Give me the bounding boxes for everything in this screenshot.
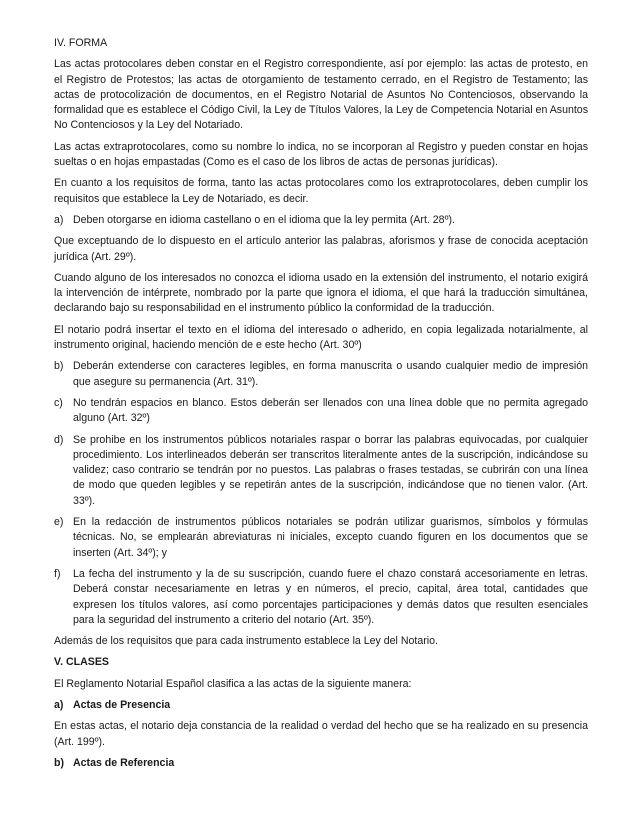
- list-marker: d): [54, 433, 64, 446]
- list-marker: a): [54, 213, 64, 226]
- list-item-text: La fecha del instrumento y la de su suscripción, cuando fuere el chazo constará accesoriamente en letras. Deberá constar necesariamente en letras y en números, el precio, capital, área total, cantidades que expresen los títulos valores, así como porcentajes participaciones y demás datos que resulten esenciales para la seguridad del instrumento a criterio del notario (Art. 35º).: [73, 567, 588, 626]
- subheading-marker: a): [54, 698, 64, 711]
- paragraph-actas-extraprotocolares: Las actas extraprotocolares, como su nombre lo indica, no se incorporan al Registro y pueden constar en hojas sueltas o en hojas empastadas (Como es el caso de los libros de actas de personas jurídicas).: [54, 140, 588, 169]
- list-item: [54, 567, 588, 628]
- paragraph-reglamento: El Reglamento Notarial Español clasifica a las actas de la siguiente manera:: [54, 677, 412, 690]
- paragraph-requisitos-forma: En cuanto a los requisitos de forma, tanto las actas protocolares como los extraprotocolares, deben cumplir los requisitos que establece la Ley de Notariado, es decir.: [54, 177, 588, 205]
- subheading-label: Actas de Presencia: [73, 698, 171, 711]
- list-marker: f): [54, 567, 61, 580]
- list-item-text: No tendrán espacios en blanco. Estos deberán ser llenados con una línea doble que no permita agregado alguno (Art. 32º): [73, 396, 588, 425]
- list-item-text: Deben otorgarse en idioma castellano o en el idioma que la ley permita (Art. 28º).: [73, 213, 455, 226]
- list-item: [54, 396, 588, 427]
- list-item-text: En la redacción de instrumentos públicos notariales se podrán utilizar guarismos, símbolos y fórmulas técnicas. No, se emplearán abreviaturas ni iniciales, excepto cuando figuren en los documentos que se inserten (Art. 34º); y: [73, 516, 588, 559]
- list-item: [54, 213, 588, 228]
- section-heading-forma: IV. FORMA: [54, 37, 108, 49]
- list-item-text: Se prohibe en los instrumentos públicos notariales raspar o borrar las palabras equivocadas, por cualquier procedimiento. Los interlineados deberán ser transcritos literalmente antes de la suscripción, indicándose su validez; caso contrario se tendrán por no puestos. Las palabras o frases testadas, se cubrirán con una línea de modo que queden legibles y se repetirán antes de la suscripción, indicándose que no tienen valor. (Art. 33º).: [73, 433, 588, 507]
- list-marker: e): [54, 516, 64, 529]
- list-item: [54, 515, 588, 561]
- list-marker: c): [54, 396, 63, 409]
- list-item: [54, 359, 588, 390]
- section-heading-clases: V. CLASES: [54, 656, 109, 669]
- paragraph-interprete: Cuando alguno de los interesados no conozca el idioma usado en la extensión del instrumento, el notario exigirá la intervención de intérprete, nombrado por la parte que ignora el idioma, el que hará la traducción simultánea, declarando bajo su responsabilidad en el instrumento público la conformidad de la traducción.: [54, 271, 588, 315]
- subheading-actas-referencia: [54, 756, 588, 771]
- paragraph-actas-protocolares: Las actas protocolares deben constar en el Registro correspondiente, así por ejemplo: las actas de protesto, en el Registro de Protestos; las actas de otorgamiento de testamento cerrado, en el Registro de Testamento; las actas de protocolización de documentos, en el Registro Notarial de Asuntos No Contenciosos, observando la formalidad que es establece el Código Civil, la Ley de Títulos Valores, la Ley de Competencia Notarial en Asuntos No Contenciosos y la Ley del Notariado.: [54, 58, 588, 132]
- paragraph-actas-presencia: En estas actas, el notario deja constancia de la realidad o verdad del hecho que se ha realizado en su presencia (Art. 199º).: [54, 720, 588, 748]
- list-marker: b): [54, 360, 64, 373]
- paragraph-insertar-texto: El notario podrá insertar el texto en el idioma del interesado o adherido, en copia legalizada notarialmente, al instrumento original, haciendo mención de e este hecho (Art. 30º): [54, 323, 588, 352]
- list-item: [54, 433, 588, 509]
- subheading-actas-presencia: [54, 698, 588, 713]
- subheading-marker: b): [54, 756, 64, 769]
- subheading-label: Actas de Referencia: [73, 756, 175, 769]
- paragraph-ley-notario: Además de los requisitos que para cada instrumento establece la Ley del Notario.: [54, 635, 438, 648]
- paragraph-excepciones: Que exceptuando de lo dispuesto en el artículo anterior las palabras, aforismos y frase de conocida aceptación jurídica (Art. 29º).: [54, 235, 588, 263]
- list-item-text: Deberán extenderse con caracteres legibles, en forma manuscrita o usando cualquier medio de impresión que asegure su permanencia (Art. 31º).: [73, 360, 588, 388]
